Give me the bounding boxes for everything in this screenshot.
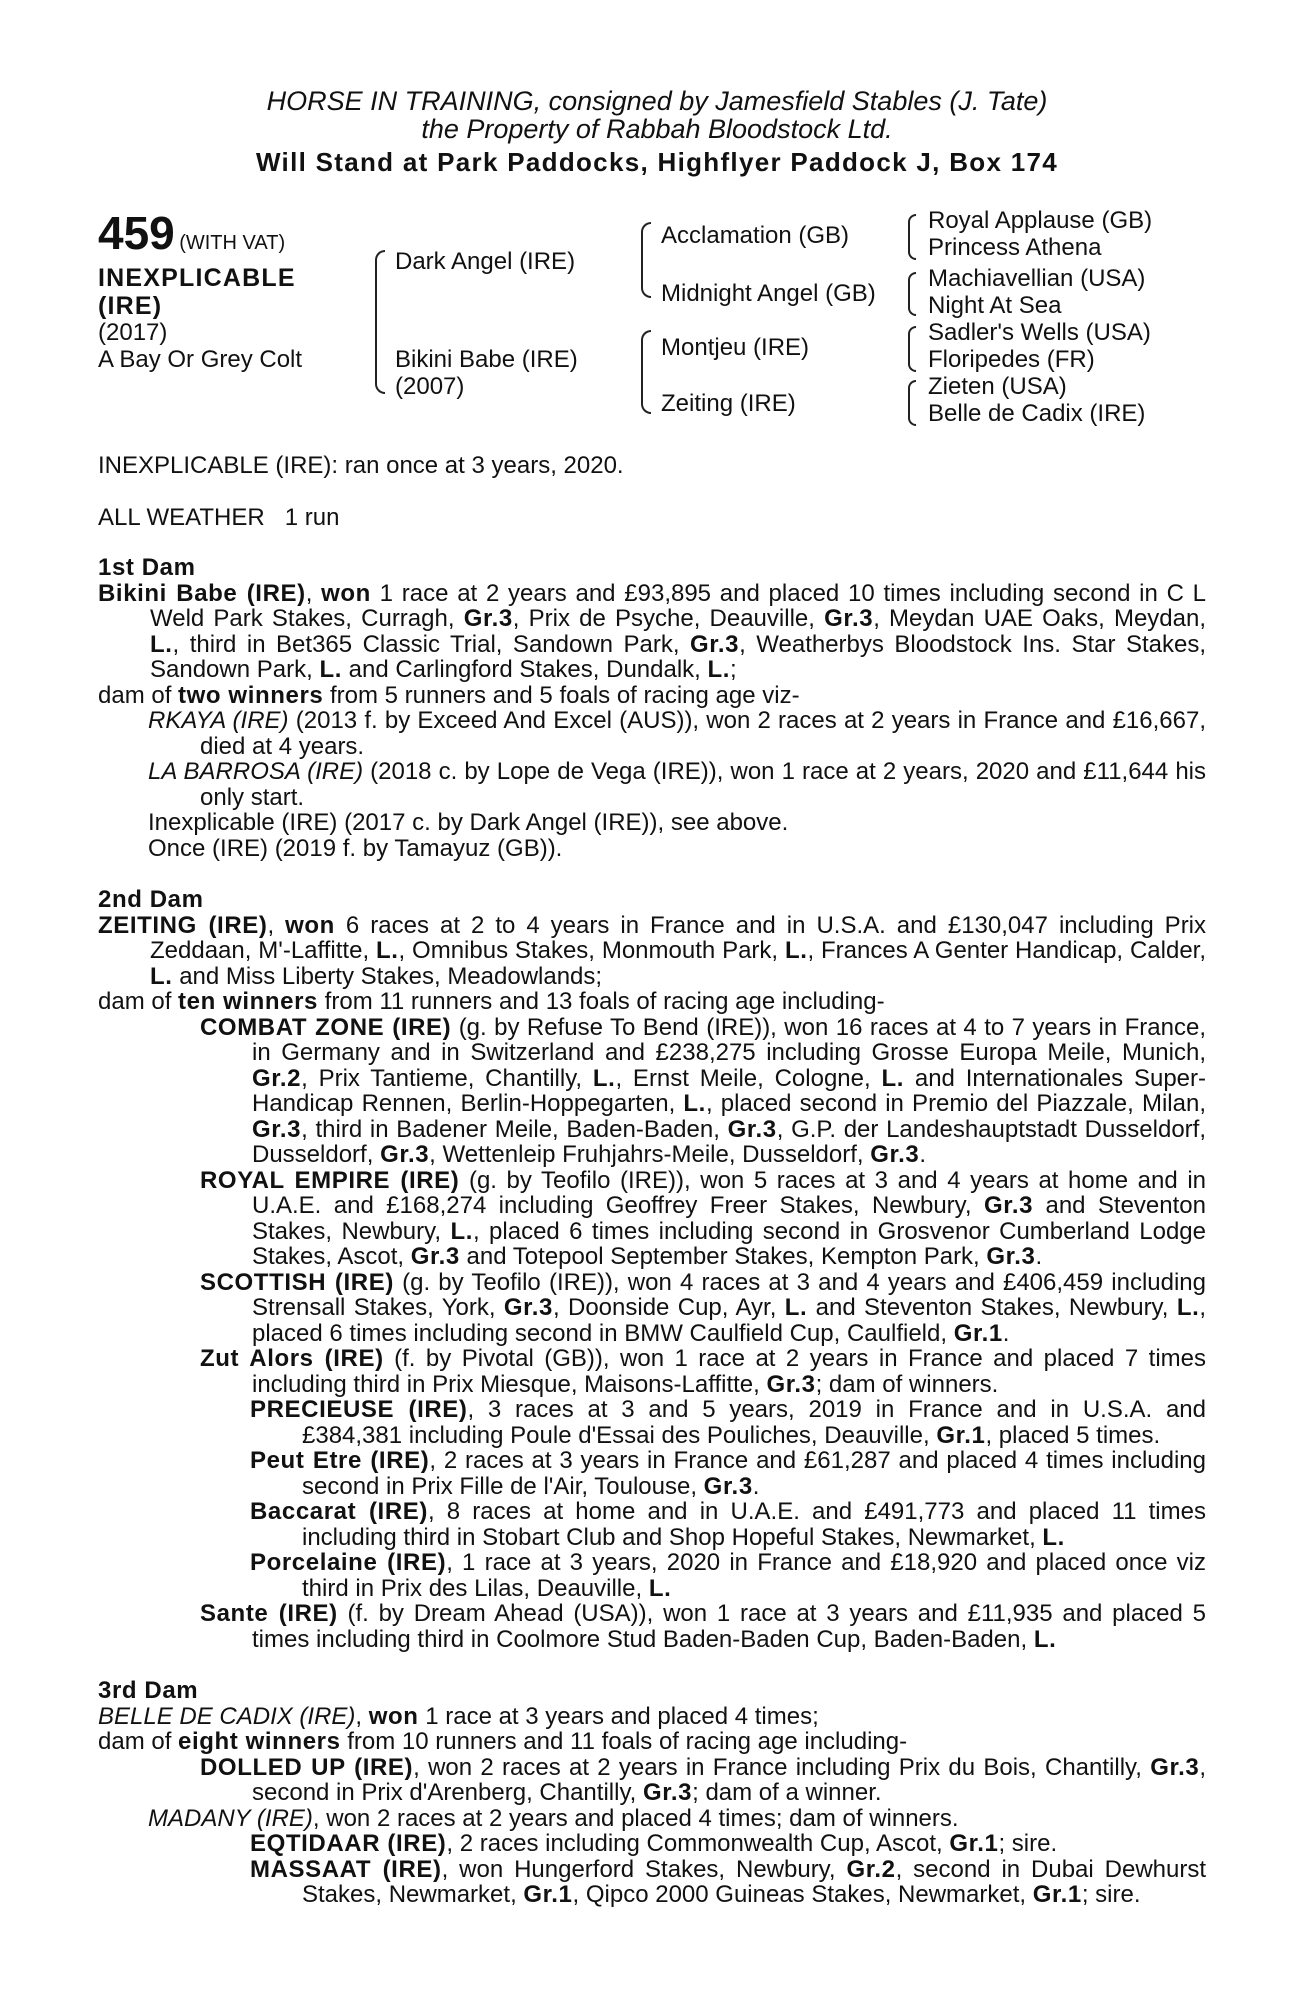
produce-item: LA BARROSA (IRE) (2018 c. by Lope de Vega (IRE)), won 1 race at 2 years, 2020 and £11,644 his only start. bbox=[148, 758, 1207, 811]
pedigree-brace-6 bbox=[908, 326, 916, 372]
grandproduce-item: PRECIEUSE (IRE), 3 races at 3 and 5 years, 2019 in France and in U.S.A. and £384,381 including Poule d'Essai des Pouliches, Deauville, Gr.1, placed 5 times. bbox=[250, 1396, 1206, 1449]
first-dam-name: Bikini Babe (IRE) bbox=[98, 579, 306, 607]
second-dam-name: ZEITING (IRE) bbox=[98, 911, 268, 939]
horse-name-suffix: (IRE) bbox=[98, 292, 163, 320]
produce-item: RKAYA (IRE) (2013 f. by Exceed And Excel (AUS)), won 2 races at 2 years in France and £16,667, died at 4 years. bbox=[148, 707, 1207, 760]
second-dam-produce-summary: dam of ten winners from 11 runners and 13 foals of racing age including- bbox=[98, 988, 885, 1015]
produce-item: SCOTTISH (IRE) (g. by Teofilo (IRE)), won 4 races at 3 and 4 years and £406,459 including Strensall Stakes, York, Gr.3, Doonside Cup, Ayr, L. and Steventon Stakes, Newbury, L., placed 6 times including second in BMW Caulfield Cup, Caulfield, Gr.1. bbox=[200, 1268, 1207, 1347]
pedigree-brace-3 bbox=[641, 330, 651, 414]
race-record: INEXPLICABLE (IRE): ran once at 3 years, 2020. bbox=[98, 452, 624, 479]
second-dam-heading: 2nd Dam bbox=[98, 886, 204, 913]
produce-item: Inexplicable (IRE) (2017 c. by Dark Angel (IRE)), see above. bbox=[148, 809, 789, 836]
header-line-3: Will Stand at Park Paddocks, Highflyer Paddock J, Box 174 bbox=[255, 147, 1059, 177]
pedigree-ss-dam: Princess Athena bbox=[928, 234, 1102, 261]
first-dam-heading: 1st Dam bbox=[98, 554, 196, 581]
grandproduce-item: Porcelaine (IRE), 1 race at 3 years, 2020 in France and £18,920 and placed once viz third in Prix des Lilas, Deauville, L. bbox=[250, 1549, 1206, 1602]
grandproduce-item: EQTIDAAR (IRE), 2 races including Commonwealth Cup, Ascot, Gr.1; sire. bbox=[250, 1830, 1058, 1857]
third-dam-name: BELLE DE CADIX (IRE) bbox=[98, 1702, 356, 1730]
produce-item: ROYAL EMPIRE (IRE) (g. by Teofilo (IRE)), won 5 races at 3 and 4 years at home and in U.A.E. and £168,274 including Geoffrey Freer Stakes, Newbury, Gr.3 and Steventon Stakes, Newbury, L., placed 6 times including second in Grosvenor Cumberland Lodge Stakes, Ascot, Gr.3 and Totepool September Stakes, Kempton Park, Gr.3. bbox=[200, 1166, 1206, 1270]
dam-notes bbox=[98, 555, 1206, 1908]
first-dam-entry: Bikini Babe (IRE), won 1 race at 2 years and £93,895 and placed 10 times including second in C L Weld Park Stakes, Curragh, Gr.3, Prix de Psyche, Deauville, Gr.3, Meydan UAE Oaks, Meydan, L., third in Bet365 Classic Trial, Sandown Park, Gr.3, Weatherbys Bloodstock Ins. Star Stakes, Sandown Park, L. and Carlingford Stakes, Dundalk, L.; bbox=[98, 579, 1207, 683]
lot-number: 459 bbox=[98, 207, 175, 259]
lot-header bbox=[98, 206, 285, 260]
grandproduce-item: MASSAAT (IRE), won Hungerford Stakes, Newbury, Gr.2, second in Dubai Dewhurst Stakes, Newmarket, Gr.1, Qipco 2000 Guineas Stakes, Newmarket, Gr.1; sire. bbox=[250, 1855, 1207, 1908]
grandproduce-item: Baccarat (IRE), 8 races at home and in U.A.E. and £491,773 and placed 11 times including third in Stobart Club and Shop Hopeful Stakes, Newmarket, L. bbox=[250, 1498, 1206, 1551]
produce-item: Zut Alors (IRE) (f. by Pivotal (GB)), won 1 race at 2 years in France and placed 7 times including third in Prix Miesque, Maisons-Laffitte, Gr.3; dam of winners. bbox=[200, 1345, 1206, 1398]
third-dam-produce-summary: dam of eight winners from 10 runners and 11 foals of racing age including- bbox=[98, 1728, 908, 1755]
lot-vat: (WITH VAT) bbox=[179, 232, 286, 254]
pedigree-sire-sire: Acclamation (GB) bbox=[661, 222, 850, 249]
header-line-1: HORSE IN TRAINING, consigned by Jamesfield Stables (J. Tate) bbox=[266, 86, 1048, 116]
pedigree-brace-7 bbox=[908, 380, 916, 426]
third-dam-entry: BELLE DE CADIX (IRE), won 1 race at 3 years and placed 4 times; bbox=[98, 1702, 819, 1730]
pedigree-ds-sire: Sadler's Wells (USA) bbox=[928, 319, 1151, 346]
produce-item: Once (IRE) (2019 f. by Tamayuz (GB)). bbox=[148, 834, 563, 862]
header-line-2: the Property of Rabbah Bloodstock Ltd. bbox=[421, 114, 893, 144]
pedigree-brace-5 bbox=[908, 272, 916, 316]
produce-item: COMBAT ZONE (IRE) (g. by Refuse To Bend (IRE)), won 16 races at 4 to 7 years in France, in Germany and in Switzerland and £238,275 including Grosse Europa Meile, Munich, Gr.2, Prix Tantieme, Chantilly, L., Ernst Meile, Cologne, L. and Internationales Super-Handicap Rennen, Berlin-Hoppegarten, L., placed second in Premio del Piazzale, Milan, Gr.3, third in Badener Meile, Baden-Baden, Gr.3, G.P. der Landeshauptstadt Dusseldorf, Dusseldorf, Gr.3, Wettenleip Fruhjahrs-Meile, Dusseldorf, Gr.3. bbox=[200, 1013, 1207, 1168]
grandproduce-item: Peut Etre (IRE), 2 races at 3 years in France and £61,287 and placed 4 times including second in Prix Fille de l'Air, Toulouse, Gr.3. bbox=[250, 1447, 1206, 1500]
pedigree-dam-year: (2007) bbox=[395, 373, 465, 400]
won-label: won bbox=[321, 579, 371, 607]
horse-description: A Bay Or Grey Colt bbox=[98, 346, 303, 373]
pedigree-sire-dam: Midnight Angel (GB) bbox=[661, 280, 876, 307]
pedigree-brace-2 bbox=[641, 222, 651, 298]
pedigree-ss-sire: Royal Applause (GB) bbox=[928, 207, 1153, 234]
pedigree-sire: Dark Angel (IRE) bbox=[395, 248, 576, 275]
pedigree-dam-sire: Montjeu (IRE) bbox=[661, 334, 810, 361]
third-dam-heading: 3rd Dam bbox=[98, 1677, 199, 1704]
second-dam-entry: ZEITING (IRE), won 6 races at 2 to 4 years in France and in U.S.A. and £130,047 including Prix Zeddaan, M'-Laffitte, L., Omnibus Stakes, Monmouth Park, L., Frances A Genter Handicap, Calder, L. and Miss Liberty Stakes, Meadowlands; bbox=[98, 911, 1207, 990]
pedigree-sd-dam: Night At Sea bbox=[928, 292, 1062, 319]
pedigree-sd-sire: Machiavellian (USA) bbox=[928, 265, 1146, 292]
produce-item: Sante (IRE) (f. by Dream Ahead (USA)), won 1 race at 3 years and £11,935 and placed 5 times including third in Coolmore Stud Baden-Baden Cup, Baden-Baden, L. bbox=[200, 1600, 1206, 1653]
pedigree-brace-4 bbox=[908, 214, 916, 260]
pedigree-dam-dam: Zeiting (IRE) bbox=[661, 390, 796, 417]
pedigree-dd-sire: Zieten (USA) bbox=[928, 373, 1067, 400]
pedigree-dd-dam: Belle de Cadix (IRE) bbox=[928, 400, 1146, 427]
pedigree-ds-dam: Floripedes (FR) bbox=[928, 346, 1095, 373]
produce-item: DOLLED UP (IRE), won 2 races at 2 years in France including Prix du Bois, Chantilly, Gr.3, second in Prix d'Arenberg, Chantilly, Gr.3; dam of a winner. bbox=[200, 1753, 1206, 1806]
horse-name: INEXPLICABLE bbox=[98, 264, 296, 292]
first-dam-produce-summary: dam of two winners from 5 runners and 5 foals of racing age viz- bbox=[98, 681, 800, 709]
pedigree-dam: Bikini Babe (IRE) bbox=[395, 346, 578, 373]
surface-runs: 1 run bbox=[284, 504, 340, 531]
surface-label: ALL WEATHER bbox=[98, 504, 265, 531]
horse-year: (2017) bbox=[98, 319, 168, 346]
produce-item: MADANY (IRE), won 2 races at 2 years and placed 4 times; dam of winners. bbox=[148, 1804, 959, 1832]
surface-record bbox=[98, 504, 339, 532]
pedigree-brace-1 bbox=[375, 250, 385, 394]
